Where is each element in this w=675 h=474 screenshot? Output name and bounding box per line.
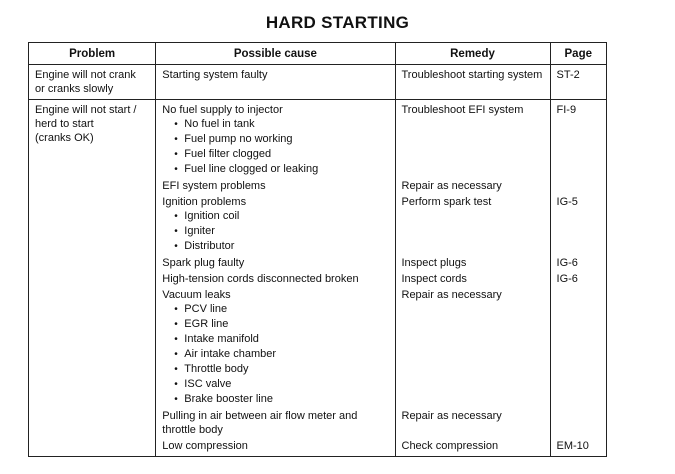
page-ref: IG-6 (556, 257, 578, 269)
problem-cell (29, 65, 156, 100)
cause-sub-item: • Igniter (162, 224, 389, 239)
problem-line: Engine will not crank (35, 69, 136, 81)
cause-sub-item: • Throttle body (162, 362, 389, 377)
cause-text: High-tension cords disconnected broken (162, 273, 359, 285)
page-ref: EM-10 (556, 440, 589, 452)
cause-cell (156, 100, 395, 457)
cause-sub-item: • ISC valve (162, 377, 389, 392)
cause-entry (162, 179, 389, 193)
table-row (29, 100, 607, 457)
cause-sub-item: • PCV line (162, 302, 389, 317)
cause-text: Ignition problems (162, 196, 247, 208)
cause-text: Pulling in air between air flow meter and throttle body (162, 410, 358, 436)
cause-entry (162, 68, 389, 82)
table-header-row (29, 43, 607, 65)
header-remedy: Remedy (395, 43, 550, 65)
page-entry (557, 439, 601, 453)
remedy-text: Inspect plugs (401, 257, 467, 269)
cause-text: No fuel supply to injector (162, 104, 283, 116)
cause-sub-item: • Brake booster line (162, 392, 389, 407)
remedy-entry (402, 179, 545, 193)
remedy-entry (402, 272, 545, 286)
cause-sub-item: • Fuel filter clogged (162, 147, 389, 162)
remedy-cell (395, 100, 550, 457)
cause-sub-item: • Air intake chamber (162, 347, 389, 362)
header-possible-cause: Possible cause (156, 43, 395, 65)
remedy-cell (395, 65, 550, 100)
cause-entry (162, 409, 389, 437)
cause-entry (162, 288, 389, 407)
remedy-text: Troubleshoot EFI system (401, 104, 524, 116)
remedy-text: Repair as necessary (401, 289, 502, 301)
remedy-text: Troubleshoot starting system (401, 69, 543, 81)
problem-cell (29, 100, 156, 457)
problem-line: herd to start (35, 118, 94, 130)
table-row (29, 65, 607, 100)
cause-sub-item: • Fuel line clogged or leaking (162, 162, 389, 177)
cause-sub-item: • EGR line (162, 317, 389, 332)
remedy-entry (402, 439, 545, 453)
remedy-entry (402, 68, 545, 82)
header-problem: Problem (29, 43, 156, 65)
cause-text: EFI system problems (162, 180, 266, 192)
page-ref: ST-2 (556, 69, 580, 81)
remedy-text: Check compression (401, 440, 499, 452)
cause-text: Vacuum leaks (162, 289, 231, 301)
page-entry (557, 103, 601, 177)
page-entry (557, 288, 601, 407)
remedy-entry (402, 256, 545, 270)
cause-sub-item: • No fuel in tank (162, 117, 389, 132)
problem-line: (cranks OK) (35, 132, 94, 144)
cause-entry (162, 272, 389, 286)
remedy-entry (402, 103, 545, 177)
page-ref: IG-6 (556, 273, 578, 285)
page-title: HARD STARTING (265, 13, 410, 32)
header-page: Page (550, 43, 606, 65)
cause-entry (162, 195, 389, 254)
cause-sub-item: • Ignition coil (162, 209, 389, 224)
page-cell (550, 65, 606, 100)
page-entry (557, 68, 601, 82)
cause-sub-item: • Intake manifold (162, 332, 389, 347)
page-ref: IG-5 (556, 196, 578, 208)
remedy-entry (402, 288, 545, 407)
page-entry (557, 256, 601, 270)
problem-line: or cranks slowly (35, 83, 114, 95)
remedy-text: Repair as necessary (401, 410, 502, 422)
remedy-entry (402, 195, 545, 254)
cause-entry (162, 103, 389, 177)
remedy-text: Perform spark test (401, 196, 492, 208)
cause-entry (162, 439, 389, 453)
cause-cell (156, 65, 395, 100)
page-entry (557, 195, 601, 254)
page-entry (557, 179, 601, 193)
cause-text: Spark plug faulty (162, 257, 245, 269)
problem-line: Engine will not start / (35, 104, 137, 116)
cause-text: Low compression (162, 440, 248, 452)
cause-entry (162, 256, 389, 270)
hard-starting-table (28, 42, 607, 457)
page-entry (557, 409, 601, 437)
remedy-entry (402, 409, 545, 437)
page-cell (550, 100, 606, 457)
cause-sub-item: • Distributor (162, 239, 389, 254)
remedy-text: Repair as necessary (401, 180, 502, 192)
cause-sub-item: • Fuel pump no working (162, 132, 389, 147)
page-ref: FI-9 (556, 104, 577, 116)
remedy-text: Inspect cords (401, 273, 467, 285)
cause-text: Starting system faulty (162, 69, 268, 81)
page-entry (557, 272, 601, 286)
